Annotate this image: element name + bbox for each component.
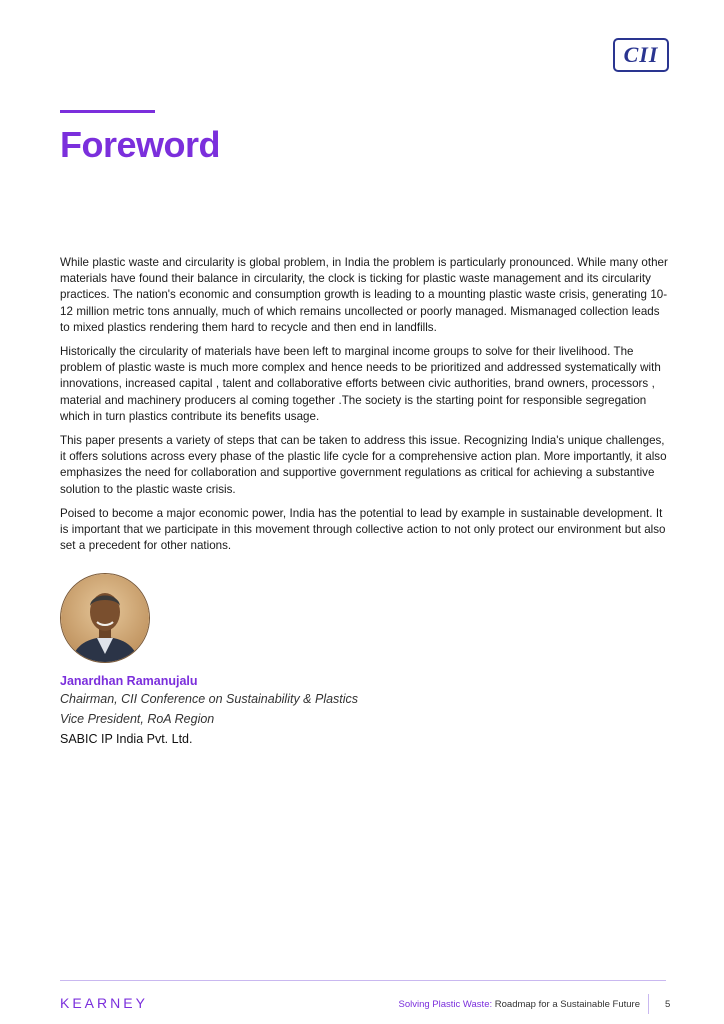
- title-accent-bar: [60, 110, 155, 113]
- paragraph-1: While plastic waste and circularity is global problem, in India the problem is particularly pronounced. While many other materials have found their balance in circularity, the clock is ticking for plastic waste management and its circularity practices. The nation's economic and consumption growth is leading to a mounting plastic waste crisis, generating 10-12 million metric tons annually, much of which remains uncollected or poorly managed. Mismanaged collection leads to mixed plastics rendering them hard to recycle and then end in landfills.: [60, 256, 668, 334]
- paragraph-3: This paper presents a variety of steps that can be taken to address this issue. Recognizing India's unique challenges, it offers solutions across every phase of the plastic life cycle for a comprehensive action plan. More importantly, it also emphasizes the need for collaboration and supportive government regulations as critical for achieving a substantive solution to the plastic waste crisis.: [60, 434, 667, 496]
- cii-logo-text: CII: [623, 42, 659, 67]
- cii-logo: [613, 38, 669, 72]
- footer-divider: [60, 980, 666, 981]
- paragraph-4: Poised to become a major economic power, India has the potential to lead by example in sustainable development. It is important that we participate in this movement through collective action to not only protect our environment but also set a precedent for other nations.: [60, 506, 666, 553]
- author-role-2: Vice President, RoA Region: [60, 712, 215, 726]
- author-photo: [60, 573, 150, 663]
- portrait-image: [61, 574, 149, 662]
- foreword-body: [60, 255, 672, 562]
- page-title: Foreword: [60, 124, 221, 165]
- page-number: 5: [665, 999, 671, 1010]
- footer-title-rest: Roadmap for a Sustainable Future: [492, 999, 640, 1010]
- paragraph-2: Historically the circularity of materials have been left to marginal income groups to solve for their livelihood. The problem of plastic waste is much more complex and hence needs to be prioritized and addressed systematically with innovations, increased capital , talent and collaborative efforts between civic authorities, brand owners, processors , material and machinery producers al coming together .The society is the starting point for responsible segregation which in turn plastics contribute its benefits usage.: [60, 345, 661, 423]
- footer-title-highlight: Solving Plastic Waste:: [398, 999, 493, 1010]
- footer-report-title: [398, 999, 640, 1010]
- author-company: SABIC IP India Pvt. Ltd.: [60, 732, 193, 746]
- author-role-1: Chairman, CII Conference on Sustainability & Plastics: [60, 692, 359, 706]
- signature-block: [60, 673, 358, 749]
- footer-separator: [648, 994, 649, 1014]
- kearney-logo: KEARNEY: [60, 995, 148, 1011]
- author-name: Janardhan Ramanujalu: [60, 674, 198, 688]
